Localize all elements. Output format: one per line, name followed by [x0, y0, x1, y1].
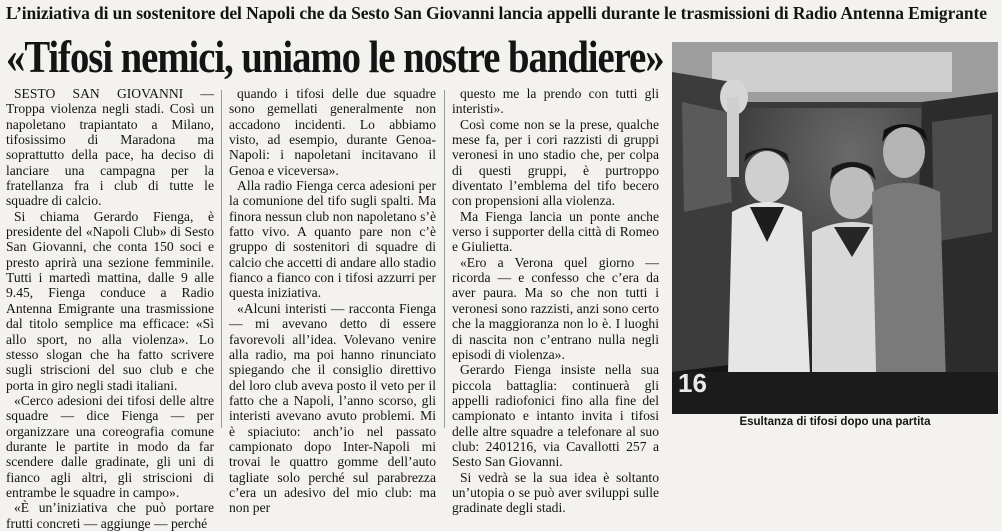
column-rule: [444, 90, 445, 428]
paragraph: «Ero a Verona quel giorno — ricorda — e confesso che c’era da aver paura. Ma so che non tutti i veronesi sono razzisti, anzi sono certo che la maggioranza non lo è. I luoghi di nascita non c’entrano nulla negli episodi di violenza».: [452, 254, 659, 362]
column-rule: [221, 90, 222, 428]
paragraph: questo me la prendo con tutti gli interisti».: [452, 86, 659, 117]
paragraph: Si chiama Gerardo Fienga, è presidente del «Napoli Club» di Sesto San Giovanni, che conta 150 soci e presto aprirà una sezione femminile. Tutti i martedì mattina, dalle 9 alle 9.45, Fienga conduce a Radio Antenna Emigrante una trasmissione dal titolo semplice ma efficace: «Sì allo sport, no alla violenza». Lo stesso slogan che ha fatto scrivere sugli striscioni del suo club e che porta in giro negli stadi italiani.: [6, 208, 214, 393]
article-column-1: [6, 86, 214, 531]
paragraph: «È un’iniziativa che può portare frutti concreti — aggiunge — perché: [6, 500, 214, 531]
photo-caption: Esultanza di tifosi dopo una partita: [739, 416, 931, 428]
article-column-2: [229, 86, 436, 516]
paragraph: Così come non se la prese, qualche mese fa, per i cori razzisti di gruppi veronesi in uno stadio che, per colpa di questi gruppi, è purtroppo diventato l’emblema del tifo becero con propensioni alla violenza.: [452, 116, 659, 209]
paragraph: Si vedrà se la sua idea è soltanto un’utopia o se può aver sviluppi sulle gradinate degli stadi.: [452, 469, 659, 516]
paragraph: Ma Fienga lancia un ponte anche verso i supporter della città di Romeo e Giulietta.: [452, 208, 659, 255]
paragraph: Alla radio Fienga cerca adesioni per la comunione del tifo sugli spalti. Ma finora nessun club non napoletano s’è fatto vivo. A quanto pare non c’è gruppo di sostenitori di squadre di calcio che accetti di andare allo stadio fianco a fianco con i tifosi azzurri per questa iniziativa.: [229, 178, 436, 301]
paragraph: Gerardo Fienga insiste nella sua piccola battaglia: continuerà gli appelli radiofonici fino alla fine del campionato e intanto invita i tifosi delle altre squadre a telefonare al suo club: 2401216, via Cavallotti 257 a Sesto San Giovanni.: [452, 362, 659, 470]
kicker: L’iniziativa di un sostenitore del Napoli che da Sesto San Giovanni lancia appelli durante le trasmissioni di Radio Antenna Emigrante: [6, 3, 987, 23]
paragraph: «Cerco adesioni dei tifosi delle altre squadre — dice Fienga — per organizzare una coreografia comune durante le partite in modo da far scendere dalle gradinate, gli uni di fianco agli altri, gli striscioni di entrambe le squadre in campo».: [6, 392, 214, 500]
fans-photo-illustration: [672, 42, 998, 414]
article-column-3: [452, 86, 659, 516]
news-photo: [672, 42, 998, 414]
paragraph: SESTO SAN GIOVANNI — Troppa violenza negli stadi. Così un napoletano trapiantato a Milano, tifosissimo di Maradona ma soprattutto della pace, ha deciso di lanciare una campagna per la fratellanza fra i club di tutte le squadre di calcio.: [6, 86, 214, 209]
paragraph: quando i tifosi delle due squadre sono gemellati generalmente non accadono incidenti. Lo abbiamo visto, ad esempio, durante Genoa-Napoli: i napoletani incitavano il Genoa e viceversa».: [229, 86, 436, 178]
paragraph: «Alcuni interisti — racconta Fienga — mi avevano detto di essere favorevoli all’idea. Volevano venire alla radio, ma poi hanno rinunciato spiegando che il consiglio direttivo del loro club aveva posto il veto per il fatto che a Napoli, l’anno scorso, gli interisti avevano avuto problemi. Mi è spiaciuto: anch’io nel passato campionato dopo Inter-Napoli mi trovai le quattro gomme dell’auto tagliate solo perché sul parabrezza c’era un adesivo del mio club: ma non per: [229, 300, 436, 516]
jersey-number: 16: [678, 368, 707, 398]
headline: «Tifosi nemici, uniamo le nostre bandiere»: [6, 32, 664, 82]
